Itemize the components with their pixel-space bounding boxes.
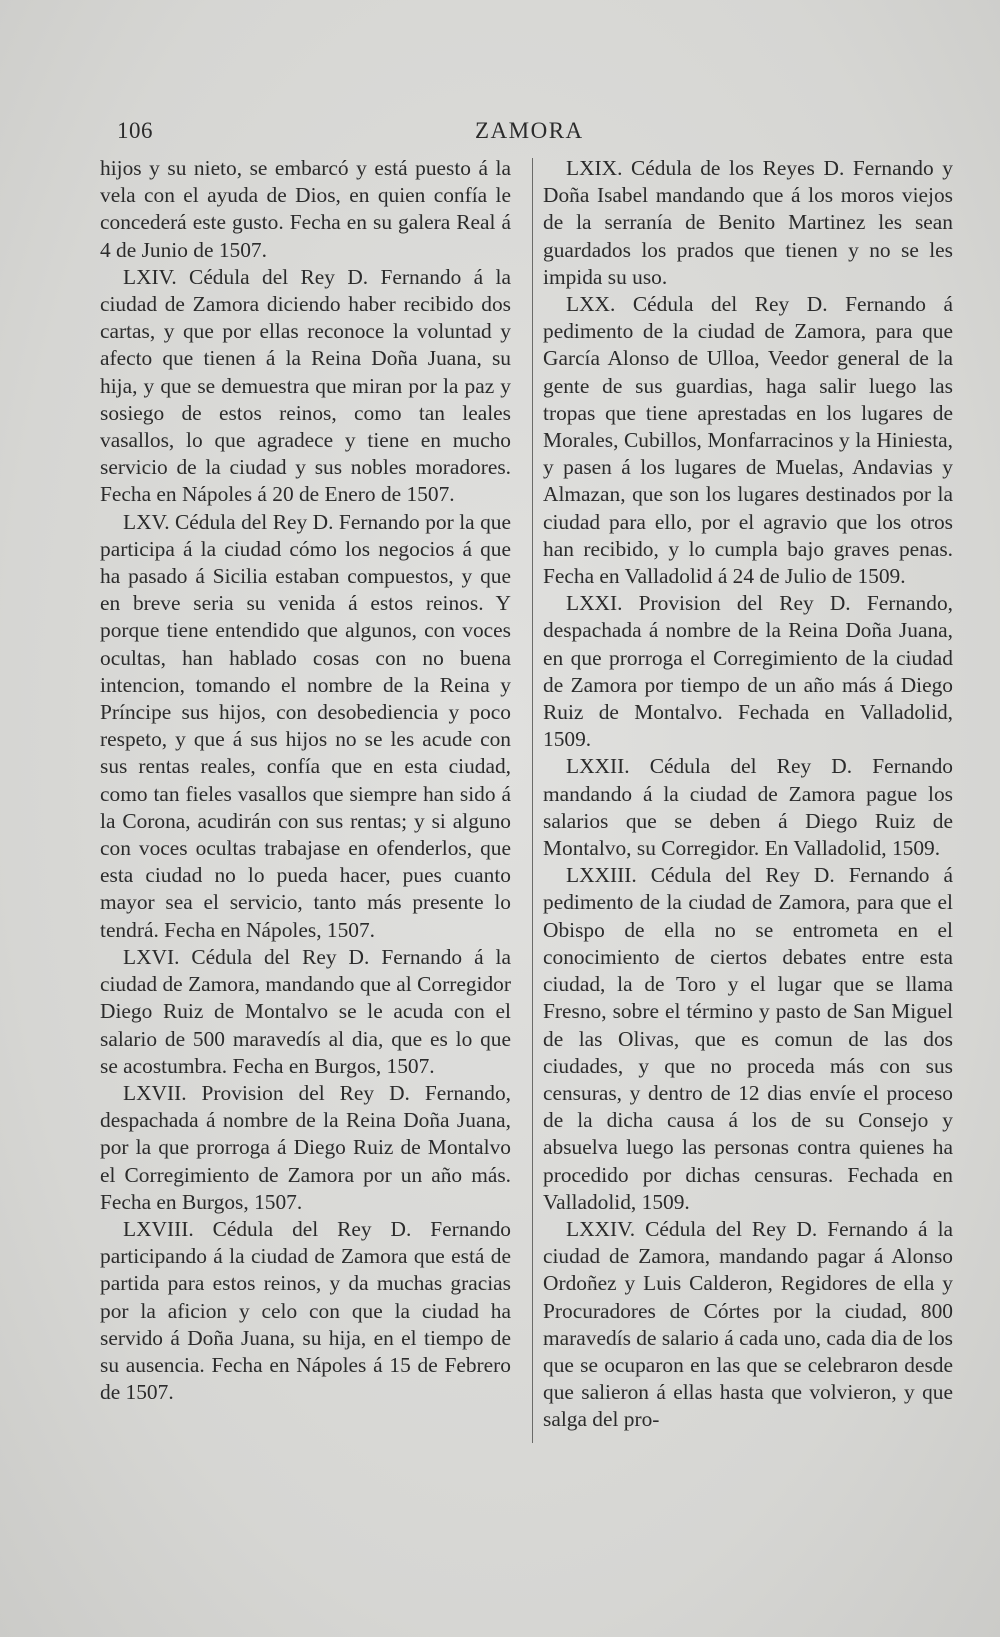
paragraph: LXIX. Cédula de los Reyes D. Fernando y Doña Isabel mandando que á los moros viejos de la serranía de Benito Martinez les sean guardados los prados que tienen y no se les impida su uso. [543, 156, 953, 289]
running-head: ZAMORA [475, 118, 584, 143]
paragraph: hijos y su nieto, se embarcó y está puesto á la vela con el ayuda de Dios, en quien confía le concederá este gusto. Fecha en su galera Real á 4 de Junio de 1507. [100, 156, 511, 262]
paragraph: LXXI. Provision del Rey D. Fernando, despachada á nombre de la Reina Doña Juana, en que prorroga el Corregimiento de la ciudad de Zamora por tiempo de un año más á Diego Ruiz de Montalvo. Fechada en Valladolid, 1509. [543, 591, 953, 752]
column-divider [532, 158, 533, 1443]
paragraph: LXV. Cédula del Rey D. Fernando por la que participa á la ciudad cómo los negocios á que ha pasado á Sicilia estaban compuestos, y que en breve seria su venida á estos reinos. Y porque tiene entendido que algunos, con voces ocultas, han hablado cosas con no buena intencion, tomando el nombre de la Reina y Príncipe sus hijos, con desobediencia y poco respeto, y que á sus hijos no se les acude con sus rentas reales, confía que en esta ciudad, como tan fieles vasallos que siempre han sido á la Corona, acudirán con sus rentas; y si alguno con voces ocultas trabajase en ofenderlos, que esta ciudad no lo pueda hacer, pues cuanto mayor sea el servicio, tanto más presente lo tendrá. Fecha en Nápoles, 1507. [100, 509, 511, 942]
page-number: 106 [117, 118, 153, 143]
paragraph: LXXIII. Cédula del Rey D. Fernando á pedimento de la ciudad de Zamora, para que el Obispo de ella no se entrometa en el conocimiento de ciertos debates entre esta ciudad, la de Toro y el lugar que se llama Fresno, sobre el término y pasto de San Miguel de las Olivas, que es comun de las dos ciudades, y que no proceda más con sus censuras, y dentro de 12 dias envíe el proceso de la dicha causa á los de su Consejo y absuelva luego las personas contra quienes ha procedido por dichas censuras. Fechada en Valladolid, 1509. [543, 863, 953, 1214]
left-column [100, 155, 511, 1406]
paragraph: LXXIV. Cédula del Rey D. Fernando á la ciudad de Zamora, mandando pagar á Alonso Ordoñez y Luis Calderon, Regidores de ella y Procuradores de Córtes por la ciudad, 800 maravedís de salario á cada uno, cada dia de los que se ocuparon en las que se celebraron desde que salieron á ellas hasta que volvieron, y que salga del pro- [543, 1216, 953, 1432]
paragraph: LXIV. Cédula del Rey D. Fernando á la ciudad de Zamora diciendo haber recibido dos cartas, y que por ellas reconoce la voluntad y afecto que tienen á la Reina Doña Juana, su hija, y que se demuestra que miran por la paz y sosiego de estos reinos, como tan leales vasallos, lo que agradece y tiene en mucho servicio de la ciudad y sus nobles moradores. Fecha en Nápoles á 20 de Enero de 1507. [100, 264, 511, 507]
paragraph: LXXII. Cédula del Rey D. Fernando mandando á la ciudad de Zamora pague los salarios que se deben á Diego Ruiz de Montalvo, su Corregidor. En Valladolid, 1509. [543, 754, 953, 861]
right-column [543, 155, 953, 1434]
paragraph: LXX. Cédula del Rey D. Fernando á pedimento de la ciudad de Zamora, para que García Alonso de Ulloa, Veedor general de la gente de sus guardias, haga salir luego las tropas que tiene aprestadas en los lugares de Morales, Cubillos, Monfarracinos y la Hiniesta, y pasen á los lugares de Muelas, Andavias y Almazan, que son los lugares destinados por la ciudad para ello, por el agravio que los otros han recibido, y lo cumpla bajo graves penas. Fecha en Valladolid á 24 de Julio de 1509. [543, 292, 953, 589]
paragraph: LXVI. Cédula del Rey D. Fernando á la ciudad de Zamora, mandando que al Corregidor Diego Ruiz de Montalvo se le acuda con el salario de 500 maravedís al dia, que es lo que se acostumbra. Fecha en Burgos, 1507. [100, 944, 511, 1078]
paragraph: LXVII. Provision del Rey D. Fernando, despachada á nombre de la Reina Doña Juana, por la que prorroga á Diego Ruiz de Montalvo el Corregimiento de Zamora por un año más. Fecha en Burgos, 1507. [100, 1080, 511, 1214]
paragraph: LXVIII. Cédula del Rey D. Fernando participando á la ciudad de Zamora que está de partida para estos reinos, y da muchas gracias por la aficion y celo con que la ciudad ha servido á Doña Juana, su hija, en el tiempo de su ausencia. Fecha en Nápoles á 15 de Febrero de 1507. [100, 1216, 511, 1405]
